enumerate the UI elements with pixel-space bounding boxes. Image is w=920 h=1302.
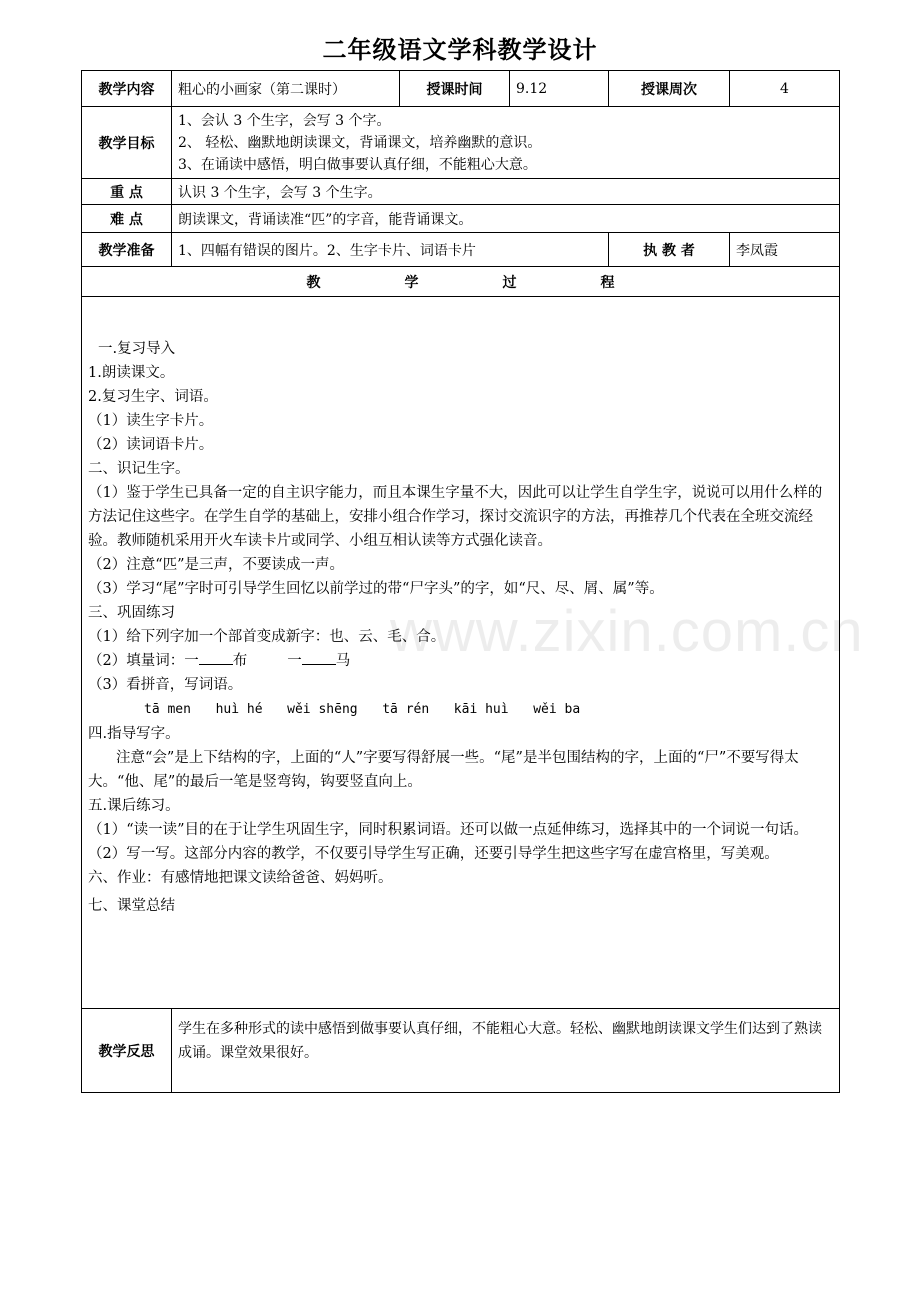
key-point-label: 重 点 bbox=[82, 179, 172, 205]
row-content bbox=[82, 71, 840, 107]
measure-word-exercise: （2）填量词：一 布 一 马 bbox=[88, 649, 835, 673]
row-difficulty bbox=[82, 205, 840, 233]
process-line: （1）给下列字加一个部首变成新字：也、云、毛、合。 bbox=[88, 629, 446, 645]
teacher-label: 执 教 者 bbox=[609, 233, 730, 267]
prep-value: 1、四幅有错误的图片。2、生字卡片、词语卡片 bbox=[172, 233, 609, 267]
row-prep bbox=[82, 233, 840, 267]
process-header bbox=[82, 267, 840, 297]
pinyin-item: tā men bbox=[144, 702, 191, 717]
week-label: 授课周次 bbox=[609, 71, 730, 107]
section-heading: 六、作业：有感情地把课文读给爸爸、妈妈听。 bbox=[88, 870, 393, 886]
difficulty-label: 难 点 bbox=[82, 205, 172, 233]
fill-blank bbox=[199, 650, 233, 665]
process-content bbox=[82, 297, 840, 1009]
process-line: （2）注意“匹”是三声，不要读成一声。 bbox=[88, 557, 345, 573]
goals-value bbox=[172, 107, 840, 179]
row-process bbox=[82, 297, 840, 1009]
process-paragraph: （2）写一写。这部分内容的教学，不仅要引导学生写正确，还要引导学生把这些字写在虚宫格里，写美观。 bbox=[88, 846, 779, 862]
key-point-value: 认识 3 个生字，会写 3 个生字。 bbox=[172, 179, 840, 205]
pinyin-item: kāi huì bbox=[453, 702, 509, 717]
process-line: （3）看拼音，写词语。 bbox=[88, 677, 243, 693]
content-label: 教学内容 bbox=[82, 71, 172, 107]
goal-line: 1、会认 3 个生字，会写 3 个字。 bbox=[178, 112, 391, 129]
pinyin-item: wěi shēng bbox=[287, 702, 358, 717]
prep-label: 教学准备 bbox=[82, 233, 172, 267]
row-process-header bbox=[82, 267, 840, 297]
time-label: 授课时间 bbox=[400, 71, 510, 107]
process-paragraph: （1）鉴于学生已具备一定的自主识字能力，而且本课生字量不大，因此可以让学生自学生字，说说可以用什么样的方法记住这些字。在学生自学的基础上，安排小组合作学习，探讨交流识字的方法，再推荐几个代表在全班交流经验。教师随机采用开火车读卡片或同学、小组互相认读等方式强化读音。 bbox=[88, 485, 823, 549]
pinyin-row bbox=[88, 697, 835, 722]
section-heading: 三、巩固练习 bbox=[88, 605, 175, 621]
fill-blank bbox=[302, 650, 336, 665]
row-reflection bbox=[82, 1009, 840, 1093]
pinyin-item: tā rén bbox=[382, 702, 430, 717]
process-line: （3）学习“尾”字时可引导学生回忆以前学过的带“尸字头”的字，如“尺、尽、屑、属”等。 bbox=[88, 581, 664, 597]
content-value: 粗心的小画家（第二课时） bbox=[172, 71, 400, 107]
goals-label: 教学目标 bbox=[82, 107, 172, 179]
process-line: 1.朗读课文。 bbox=[88, 365, 175, 381]
section-heading: 一.复习导入 bbox=[98, 341, 176, 357]
document-title: 二年级语文学科教学设计 bbox=[322, 36, 598, 64]
pinyin-item: wěi ba bbox=[533, 702, 581, 717]
section-heading: 四.指导写字。 bbox=[88, 726, 180, 742]
goal-line: 2、 轻松、幽默地朗读课文，背诵课文，培养幽默的意识。 bbox=[178, 134, 542, 151]
process-header-char: 教 bbox=[306, 274, 321, 291]
reflection-value: 学生在多种形式的读中感悟到做事要认真仔细，不能粗心大意。轻松、幽默地朗读课文学生们达到了熟读成诵。课堂效果很好。 bbox=[172, 1009, 840, 1093]
reflection-label: 教学反思 bbox=[82, 1009, 172, 1093]
process-header-char: 学 bbox=[404, 274, 419, 291]
teacher-value: 李凤霞 bbox=[730, 233, 840, 267]
process-paragraph: 注意“会”是上下结构的字，上面的“人”字要写得舒展一些。“尾”是半包围结构的字，上面的“尸”不要写得太大。“他、尾”的最后一笔是竖弯钩，钩要竖直向上。 bbox=[88, 750, 799, 790]
process-header-char: 过 bbox=[502, 274, 517, 291]
process-paragraph: （1）“读一读”目的在于让学生巩固生字，同时积累词语。还可以做一点延伸练习，选择其中的一个词说一句话。 bbox=[88, 822, 809, 838]
watermark: www.zixin.com.cn bbox=[390, 599, 864, 664]
section-heading: 七、课堂总结 bbox=[88, 898, 175, 914]
section-heading: 二、识记生字。 bbox=[88, 461, 190, 477]
process-line: （2）读词语卡片。 bbox=[88, 437, 214, 453]
process-line: （1）读生字卡片。 bbox=[88, 413, 214, 429]
row-goals bbox=[82, 107, 840, 179]
difficulty-value: 朗读课文，背诵读准“匹”的字音，能背诵课文。 bbox=[172, 205, 840, 233]
pinyin-item: huì hé bbox=[215, 702, 263, 717]
row-key-point bbox=[82, 179, 840, 205]
process-header-char: 程 bbox=[600, 274, 615, 291]
process-line: 2.复习生字、词语。 bbox=[88, 389, 218, 405]
goal-line: 3、在诵读中感悟，明白做事要认真仔细，不能粗心大意。 bbox=[178, 156, 537, 173]
week-value: 4 bbox=[730, 71, 840, 107]
lesson-plan-table bbox=[81, 70, 840, 1093]
section-heading: 五.课后练习。 bbox=[88, 798, 180, 814]
time-value: 9.12 bbox=[510, 71, 609, 107]
